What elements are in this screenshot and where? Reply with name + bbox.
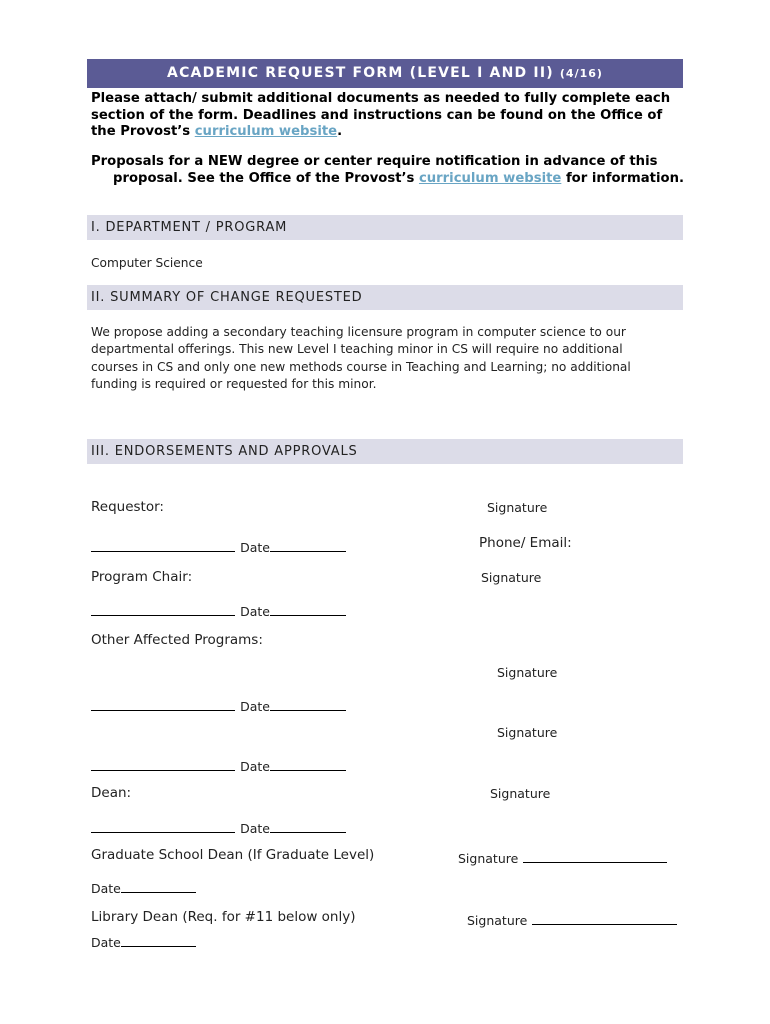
requestor-signature-label: Signature [487, 500, 548, 515]
dean-date-row [91, 818, 346, 837]
requestor-date-line[interactable] [270, 539, 346, 552]
program-chair-signature-label: Signature [481, 570, 542, 585]
other-program-1-signature-label: Signature [497, 665, 558, 680]
other-program-1-name-line[interactable] [91, 698, 235, 711]
grad-dean-signature-row [458, 848, 667, 867]
other-program-2-date-line[interactable] [270, 758, 346, 771]
requestor-name-line[interactable] [91, 539, 235, 552]
other-program-1-date-row [91, 696, 346, 715]
section-department-heading: I. DEPARTMENT / PROGRAM [87, 215, 683, 240]
signature-label: Signature [467, 913, 528, 928]
intro-end-1: . [337, 124, 343, 139]
date-label: Date [91, 881, 121, 896]
date-label: Date [240, 540, 270, 555]
date-label: Date [240, 604, 270, 619]
dean-date-line[interactable] [270, 820, 346, 833]
date-label: Date [240, 759, 270, 774]
library-dean-label: Library Dean (Req. for #11 below only) [91, 909, 356, 925]
dean-signature-label: Signature [490, 786, 551, 801]
library-dean-signature-row [467, 910, 677, 929]
section-endorsements-heading: III. ENDORSEMENTS AND APPROVALS [87, 439, 683, 464]
form-version: (4/16) [559, 67, 603, 80]
curriculum-website-link-2[interactable]: curriculum website [418, 170, 562, 186]
department-value[interactable]: Computer Science [91, 256, 203, 270]
other-program-2-name-line[interactable] [91, 758, 235, 771]
intro-text-1: Please attach/ submit additional documents as needed to fully complete each section of the form. Deadlines and instructions can be found on the Office of the Provost’s [91, 91, 671, 139]
curriculum-website-link-1[interactable]: curriculum website [194, 124, 338, 139]
intro-paragraph-2 [91, 154, 703, 187]
other-program-2-signature-label: Signature [497, 725, 558, 740]
library-dean-signature-line[interactable] [532, 912, 677, 925]
requestor-date-row [91, 537, 346, 556]
program-chair-name-line[interactable] [91, 603, 235, 616]
grad-dean-date-line[interactable] [121, 880, 196, 893]
date-label: Date [91, 935, 121, 950]
program-chair-date-row [91, 601, 346, 620]
dean-label: Dean: [91, 785, 132, 801]
form-title: ACADEMIC REQUEST FORM (LEVEL I AND II) [167, 65, 554, 81]
section-summary-heading: II. SUMMARY OF CHANGE REQUESTED [87, 285, 683, 310]
requestor-label: Requestor: [91, 499, 164, 515]
program-chair-label: Program Chair: [91, 569, 193, 585]
library-dean-date-line[interactable] [121, 934, 196, 947]
program-chair-date-line[interactable] [270, 603, 346, 616]
grad-dean-label: Graduate School Dean (If Graduate Level) [91, 847, 375, 863]
summary-text[interactable]: We propose adding a secondary teaching licensure program in computer science to our departmental offerings. This new Level I teaching minor in CS will require no additional courses in CS and only one new methods course in Teaching and Learning; no additional funding is required or requested for this minor. [91, 325, 631, 391]
form-title-bar [87, 59, 683, 88]
intro-text-2: Proposals for a NEW degree or center require notification in advance of this proposal. See the Office of the Provost’s [91, 154, 658, 186]
grad-dean-date-row [91, 878, 196, 897]
phone-email-label: Phone/ Email: [479, 535, 572, 551]
library-dean-date-row [91, 932, 196, 951]
intro-end-2: for information. [565, 170, 684, 186]
signature-label: Signature [458, 851, 519, 866]
dean-name-line[interactable] [91, 820, 235, 833]
grad-dean-signature-line[interactable] [523, 850, 667, 863]
date-label: Date [240, 821, 270, 836]
date-label: Date [240, 699, 270, 714]
intro-paragraph-1 [91, 91, 681, 141]
other-programs-label: Other Affected Programs: [91, 632, 263, 648]
other-program-1-date-line[interactable] [270, 698, 346, 711]
other-program-2-date-row [91, 756, 346, 775]
